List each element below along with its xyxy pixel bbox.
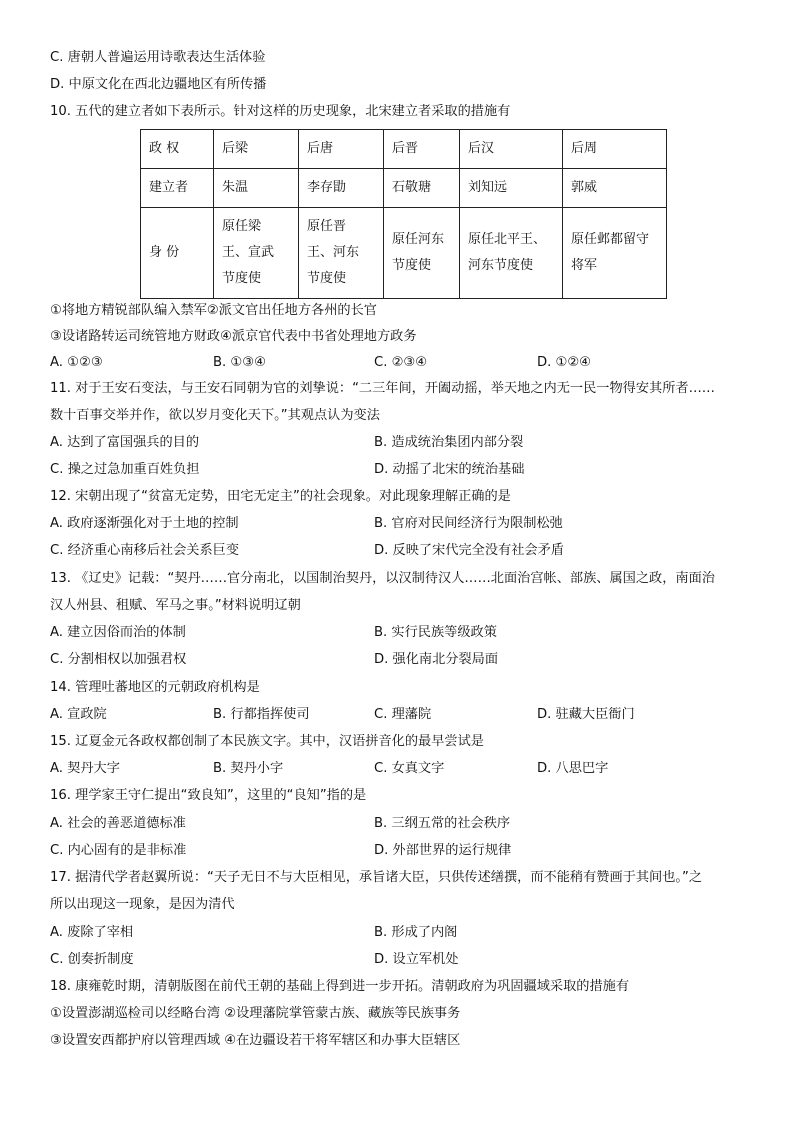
q13-stem-cont: 汉人州县、租赋、军马之事。”材料说明辽朝 [50, 598, 301, 613]
q17-option-a[interactable]: A. 废除了宰相 [50, 925, 134, 940]
q9-option-c: C. 唐朝人普遍运用诗歌表达生活体验 [50, 50, 266, 65]
q13-stem: 13. 《辽史》记载：“契丹……官分南北，以国制治契丹，以汉制待汉人……北面治宫帐、部族、属国之政，南面治 [50, 571, 715, 586]
table-cell: 身 份 [141, 208, 214, 299]
q15-option-a[interactable]: A. 契丹大字 [50, 761, 120, 776]
q17-option-b[interactable]: B. 形成了内阁 [374, 925, 458, 940]
q13-option-a[interactable]: A. 建立因俗而治的体制 [50, 625, 186, 640]
q17-stem-cont: 所以出现这一现象，是因为清代 [50, 897, 235, 912]
cell-line: 原任晋 [307, 219, 347, 234]
cell-line: 节度使 [307, 271, 347, 286]
q10-option-d[interactable]: D. ①②④ [537, 355, 592, 370]
q16-stem: 16. 理学家王守仁提出“致良知”，这里的“良知”指的是 [50, 788, 367, 803]
q18-stem: 18. 康雍乾时期，清朝版图在前代王朝的基础上得到进一步开拓。清朝政府为巩固疆域采取的措施有 [50, 979, 630, 994]
table-cell: 后晋 [384, 130, 460, 169]
table-cell: 后汉 [460, 130, 563, 169]
q9-option-d: D. 中原文化在西北边疆地区有所传播 [50, 77, 267, 92]
cell-line: 原任邺都留守 [571, 232, 650, 247]
table-cell: 刘知远 [460, 169, 563, 208]
q12-stem: 12. 宋朝出现了“贫富无定势，田宅无定主”的社会现象。对此现象理解正确的是 [50, 489, 511, 504]
q10-statement-2: ③设诸路转运司统管地方财政④派京官代表中书省处理地方政务 [50, 329, 417, 344]
q10-option-c[interactable]: C. ②③④ [374, 355, 428, 370]
q17-stem: 17. 据清代学者赵翼所说：“天子无日不与大臣相见，承旨诸大臣，只供传述缮撰，而不能稍有赞画于其间也。”之 [50, 870, 703, 885]
q12-option-c[interactable]: C. 经济重心南移后社会关系巨变 [50, 543, 240, 558]
q18-statement-2: ③设置安西都护府以管理西域 ④在边疆设若干将军辖区和办事大臣辖区 [50, 1033, 461, 1048]
q11-option-d[interactable]: D. 动摇了北宋的统治基础 [374, 462, 525, 477]
q11-option-b[interactable]: B. 造成统治集团内部分裂 [374, 435, 524, 450]
table-row-regime [141, 130, 667, 169]
q15-option-b[interactable]: B. 契丹小字 [213, 761, 284, 776]
q12-option-d[interactable]: D. 反映了宋代完全没有社会矛盾 [374, 543, 564, 558]
q11-option-a[interactable]: A. 达到了富国强兵的目的 [50, 435, 200, 450]
table-cell: 后唐 [299, 130, 384, 169]
table-cell [214, 208, 299, 299]
q14-option-c[interactable]: C. 理藩院 [374, 707, 432, 722]
cell-line: 王、河东 [307, 245, 360, 260]
q12-option-a[interactable]: A. 政府逐渐强化对于土地的控制 [50, 516, 239, 531]
q13-option-b[interactable]: B. 实行民族等级政策 [374, 625, 497, 640]
q15-stem: 15. 辽夏金元各政权都创制了本民族文字。其中，汉语拼音化的最早尝试是 [50, 734, 484, 749]
table-cell: 朱温 [214, 169, 299, 208]
five-dynasties-table [140, 129, 667, 299]
table-cell [299, 208, 384, 299]
q17-option-d[interactable]: D. 设立军机处 [374, 952, 459, 967]
table-cell [384, 208, 460, 299]
table-cell: 石敬瑭 [384, 169, 460, 208]
q16-option-d[interactable]: D. 外部世界的运行规律 [374, 843, 512, 858]
q15-option-d[interactable]: D. 八思巴字 [537, 761, 609, 776]
cell-line: 将军 [571, 258, 598, 273]
q12-option-b[interactable]: B. 官府对民间经济行为限制松弛 [374, 516, 563, 531]
cell-line: 原任河东 [392, 232, 445, 247]
table-cell: 建立者 [141, 169, 214, 208]
q10-statement-1: ①将地方精锐部队编入禁军②派文官出任地方各州的长官 [50, 303, 377, 318]
cell-line: 河东节度使 [468, 258, 534, 273]
q14-option-b[interactable]: B. 行都指挥使司 [213, 707, 310, 722]
q16-option-c[interactable]: C. 内心固有的是非标准 [50, 843, 187, 858]
q18-statement-1: ①设置澎湖巡检司以经略台湾 ②设理藩院掌管蒙古族、藏族等民族事务 [50, 1006, 461, 1021]
table-row-identity [141, 208, 667, 299]
q11-stem-cont: 数十百事交举并作，欲以岁月变化天下。”其观点认为变法 [50, 408, 380, 423]
q14-option-d[interactable]: D. 驻藏大臣衙门 [537, 707, 635, 722]
q10-stem: 10. 五代的建立者如下表所示。针对这样的历史现象，北宋建立者采取的措施有 [50, 104, 511, 119]
cell-line: 王、宣武 [222, 245, 275, 260]
q11-stem: 11. 对于王安石变法，与王安石同朝为官的刘挚说：“二三年间，开阖动摇，举天地之内无一民一物得安其所者…… [50, 381, 715, 396]
q10-option-b[interactable]: B. ①③④ [213, 355, 266, 370]
q13-option-c[interactable]: C. 分割相权以加强君权 [50, 652, 187, 667]
table-cell: 李存勖 [299, 169, 384, 208]
table-cell: 政 权 [141, 130, 214, 169]
q17-option-c[interactable]: C. 创奏折制度 [50, 952, 134, 967]
cell-line: 节度使 [392, 258, 432, 273]
q14-stem: 14. 管理吐蕃地区的元朝政府机构是 [50, 680, 260, 695]
table-row-founder [141, 169, 667, 208]
table-cell [563, 208, 667, 299]
table-cell: 郭威 [563, 169, 667, 208]
q16-option-b[interactable]: B. 三纲五常的社会秩序 [374, 816, 511, 831]
cell-line: 节度使 [222, 271, 262, 286]
q13-option-d[interactable]: D. 强化南北分裂局面 [374, 652, 499, 667]
q16-option-a[interactable]: A. 社会的善恶道德标准 [50, 816, 186, 831]
q15-option-c[interactable]: C. 女真文字 [374, 761, 445, 776]
cell-line: 原任梁 [222, 219, 262, 234]
q11-option-c[interactable]: C. 操之过急加重百姓负担 [50, 462, 200, 477]
table-cell: 后梁 [214, 130, 299, 169]
cell-line: 原任北平王、 [468, 232, 547, 247]
table-cell: 后周 [563, 130, 667, 169]
q10-option-a[interactable]: A. ①②③ [50, 355, 103, 370]
table-cell [460, 208, 563, 299]
q14-option-a[interactable]: A. 宣政院 [50, 707, 107, 722]
